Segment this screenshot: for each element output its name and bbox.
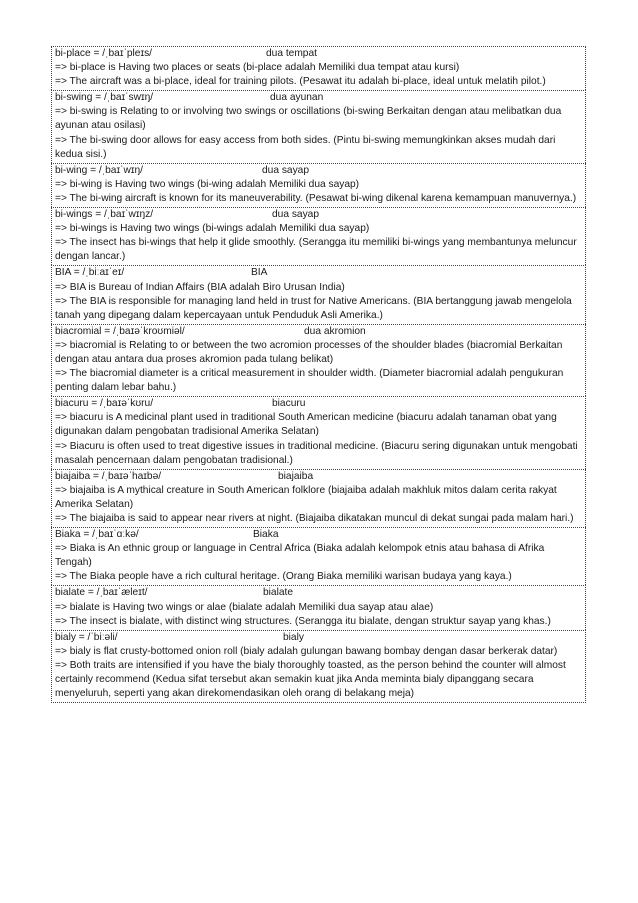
meaning: biacuru xyxy=(272,398,306,410)
entry-bi-wing xyxy=(51,163,586,207)
headword: biacromial = /ˌbaɪəˈkroʊmiəl/ xyxy=(55,325,185,337)
definition-line: => bi-place is Having two places or seats (bi-place adalah Memiliki dua tempat atau kursi) xyxy=(55,62,460,74)
entry-head xyxy=(55,397,583,411)
definition-line: => biajaiba is A mythical creature in South American folklore (biajaiba adalah makhluk mitos dalam cerita rakyat Amerika Selatan) xyxy=(55,484,557,510)
definition-line: => bi-wings is Having two wings (bi-wings adalah Memiliki dua sayap) xyxy=(55,223,370,235)
definition-line: => bialate is Having two wings or alae (bialate adalah Memiliki dua sayap atau alae) xyxy=(55,601,434,613)
example-line: => The insect has bi-wings that help it glide smoothly. (Serangga itu memiliki bi-wings yang membantunya meluncur dengan lancar.) xyxy=(55,237,577,263)
headword: bi-place = /ˌbaɪˈpleɪs/ xyxy=(55,48,153,59)
meaning: dua sayap xyxy=(262,164,310,176)
entry-bi-wings xyxy=(51,207,586,265)
entry-biacuru xyxy=(51,396,586,468)
dictionary-page xyxy=(51,46,586,703)
example-line: => The biajaiba is said to appear near rivers at night. (Biajaiba dikatakan muncul di dekat sungai pada malam hari.) xyxy=(55,513,574,524)
entry-biajaiba xyxy=(51,469,586,527)
meaning: BIA xyxy=(251,267,268,279)
entry-head xyxy=(55,470,583,484)
meaning: dua akromion xyxy=(304,325,366,337)
entry-biacromial xyxy=(51,324,586,396)
definition-line: => bi-wing is Having two wings (bi-wing adalah Memiliki dua sayap) xyxy=(55,178,360,190)
headword: biajaiba = /ˌbaɪəˈhaɪbə/ xyxy=(55,470,162,482)
meaning: Biaka xyxy=(253,529,279,541)
definition-line: => BIA is Bureau of Indian Affairs (BIA adalah Biro Urusan India) xyxy=(55,281,345,293)
entry-bialy xyxy=(51,630,586,703)
entry-head xyxy=(55,266,583,280)
meaning: bialate xyxy=(263,587,294,599)
meaning: biajaiba xyxy=(278,470,314,482)
example-line: => The aircraft was a bi-place, ideal for training pilots. (Pesawat itu adalah bi-place, ideal untuk melatih pilot.) xyxy=(55,76,546,88)
definition-line: => Biaka is An ethnic group or language in Central Africa (Biaka adalah kelompok etnis atau bahasa di Afrika Tengah) xyxy=(55,543,545,569)
example-line: => Both traits are intensified if you have the bialy thoroughly toasted, as the person behind the counter will almost certainly recommend (Kedua sifat tersebut akan semakin kuat jika Anda meminta bialy dipanggang secara menyeluruh, seperti yang akan direkomendasikan oleh orang di belakang meja) xyxy=(55,659,566,700)
headword: bi-wing = /ˌbaɪˈwɪŋ/ xyxy=(55,164,143,176)
entry-bi-place xyxy=(51,46,586,90)
headword: BIA = /ˌbiːaɪˈeɪ/ xyxy=(55,267,125,279)
headword: Biaka = /ˌbaɪˈɑːkə/ xyxy=(55,529,139,541)
definition-line: => bialy is flat crusty-bottomed onion roll (bialy adalah gulungan bawang bombay dengan dasar berkerak datar) xyxy=(55,645,558,657)
meaning: bialy xyxy=(283,631,304,643)
entry-head xyxy=(55,528,583,542)
example-line: => Biacuru is often used to treat digestive issues in traditional medicine. (Biacuru sering digunakan untuk mengobati masalah pencernaan dalam pengobatan tradisional.) xyxy=(55,440,578,466)
meaning: dua sayap xyxy=(272,209,320,221)
meaning: dua ayunan xyxy=(270,92,324,104)
headword: bi-wings = /ˌbaɪˈwɪŋz/ xyxy=(55,209,154,221)
headword: bialy = /ˈbiːəli/ xyxy=(55,631,118,643)
example-line: => The BIA is responsible for managing land held in trust for Native Americans. (BIA bertanggung jawab mengelola tanah yang dipegang dalam kepercayaan untuk Penduduk Asli Amerika.) xyxy=(55,295,572,321)
example-line: => The insect is bialate, with distinct wing structures. (Serangga itu bialate, dengan struktur sayap yang khas.) xyxy=(55,615,551,627)
entry-bi-swing xyxy=(51,90,586,162)
entry-biaka xyxy=(51,527,586,585)
entry-head xyxy=(55,631,583,645)
entry-head xyxy=(55,91,583,105)
entry-head xyxy=(55,164,583,178)
entry-head xyxy=(55,208,583,222)
entry-bia xyxy=(51,265,586,323)
definition-line: => biacuru is A medicinal plant used in traditional South American medicine (biacuru adalah tanaman obat yang digunakan dalam pengobatan tradisional Amerika Selatan) xyxy=(55,412,557,438)
meaning: dua tempat xyxy=(266,48,317,59)
entry-head xyxy=(55,47,583,61)
example-line: => The bi-wing aircraft is known for its maneuverability. (Pesawat bi-wing dikenal karena kemampuan manuvernya.) xyxy=(55,192,577,204)
definition-line: => bi-swing is Relating to or involving two swings or oscillations (bi-swing Berkaitan dengan atau melibatkan dua ayunan atau osilasi) xyxy=(55,106,562,132)
entry-head xyxy=(55,325,583,339)
example-line: => The biacromial diameter is a critical measurement in shoulder width. (Diameter biacromial adalah pengukuran penting dalam lebar bahu.) xyxy=(55,368,564,394)
entry-bialate xyxy=(51,585,586,629)
definition-line: => biacromial is Relating to or between the two acromion processes of the shoulder blades (biacromial Berkaitan dengan atau antara dua proses akromion pada tulang belikat) xyxy=(55,339,563,365)
example-line: => The bi-swing door allows for easy access from both sides. (Pintu bi-swing memungkinkan akses mudah dari kedua sisi.) xyxy=(55,134,556,160)
headword: biacuru = /ˌbaɪəˈkʊru/ xyxy=(55,398,154,410)
entry-head xyxy=(55,586,583,600)
headword: bi-swing = /ˌbaɪˈswɪŋ/ xyxy=(55,92,154,104)
example-line: => The Biaka people have a rich cultural heritage. (Orang Biaka memiliki warisan budaya yang kaya.) xyxy=(55,571,512,583)
headword: bialate = /ˌbaɪˈæleɪt/ xyxy=(55,587,148,599)
